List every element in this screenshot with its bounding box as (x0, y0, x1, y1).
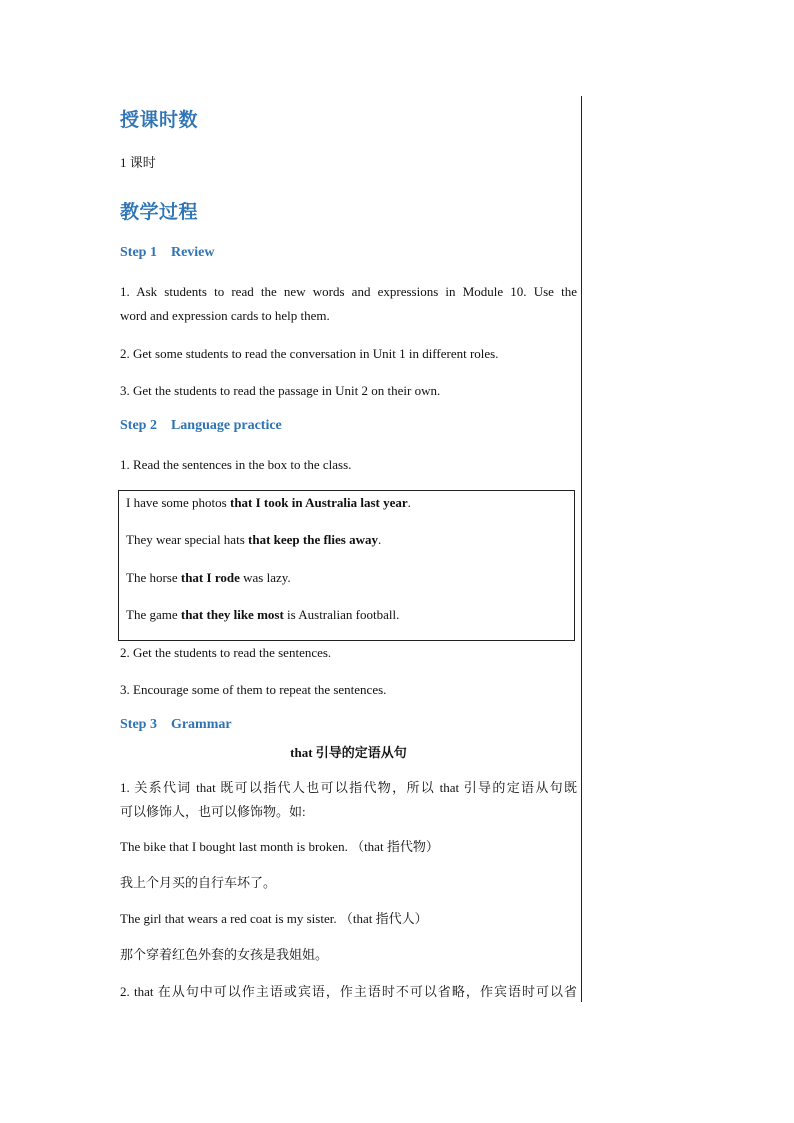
step2-title: Language practice (170, 418, 282, 433)
box-sentence-1 (126, 495, 411, 511)
hours-text: 1 课时 (120, 155, 156, 170)
step3-heading (120, 717, 232, 733)
step2-item3: 3. Encourage some of them to repeat the sentences. (120, 682, 387, 697)
sentence-text: I have some photos (126, 495, 230, 510)
step2-item2: 2. Get the students to read the sentences. (120, 645, 332, 660)
grammar-example2-translation: 那个穿着红色外套的女孩是我姐姐。 (120, 947, 329, 962)
sentence-highlight: that I took in Australia last year (229, 495, 408, 510)
grammar-point2: 2. that 在从句中可以作主语或宾语，作主语时不可以省略，作宾语时可以省 (120, 984, 577, 999)
step3-number: Step 3 (120, 717, 157, 732)
step2-heading (120, 418, 282, 434)
sentence-text: The horse (126, 570, 181, 585)
step1-title: Review (170, 245, 215, 260)
page-margin-rule (581, 96, 582, 1002)
grammar-title: that 引导的定语从句 (290, 745, 407, 760)
grammar-point1-line1: 1. 关系代词 that 既可以指代人也可以指代物，所以 that 引导的定语从句既 (120, 780, 577, 795)
heading-teaching-hours: 授课时数 (120, 109, 199, 131)
sentence-text: The game (126, 607, 181, 622)
step1-number: Step 1 (120, 245, 157, 260)
step1-item1-line2: word and expression cards to help them. (120, 308, 330, 323)
step1-heading (120, 245, 215, 261)
sentence-text: They wear special hats (126, 532, 249, 547)
step1-item1-line1: 1. Ask students to read the new words and expressions in Module 10. Use the (120, 284, 577, 299)
sentence-highlight: that I rode (180, 570, 240, 585)
sentence-text: is Australian football. (283, 607, 400, 622)
sentence-highlight: that they like most (180, 607, 284, 622)
grammar-example1: The bike that I bought last month is broken. （that 指代物） (120, 839, 439, 854)
step1-item2: 2. Get some students to read the conversation in Unit 1 in different roles. (120, 346, 499, 361)
step2-item1: 1. Read the sentences in the box to the class. (120, 457, 352, 472)
example-sentences-box (118, 490, 575, 641)
grammar-example2: The girl that wears a red coat is my sister. （that 指代人） (120, 911, 428, 926)
grammar-example1-translation: 我上个月买的自行车坏了。 (120, 875, 277, 890)
grammar-point1-line2: 可以修饰人，也可以修饰物。如: (120, 804, 306, 819)
step3-title: Grammar (170, 717, 232, 732)
step2-number: Step 2 (120, 418, 157, 433)
heading-teaching-process: 教学过程 (120, 201, 199, 223)
step1-item3: 3. Get the students to read the passage in Unit 2 on their own. (120, 383, 441, 398)
box-sentence-4 (126, 607, 399, 623)
sentence-text: was lazy. (239, 570, 291, 585)
box-sentence-2 (126, 532, 381, 548)
sentence-text: . (407, 495, 411, 510)
box-sentence-3 (126, 570, 291, 586)
sentence-highlight: that keep the flies away (248, 532, 379, 547)
sentence-text: . (378, 532, 382, 547)
